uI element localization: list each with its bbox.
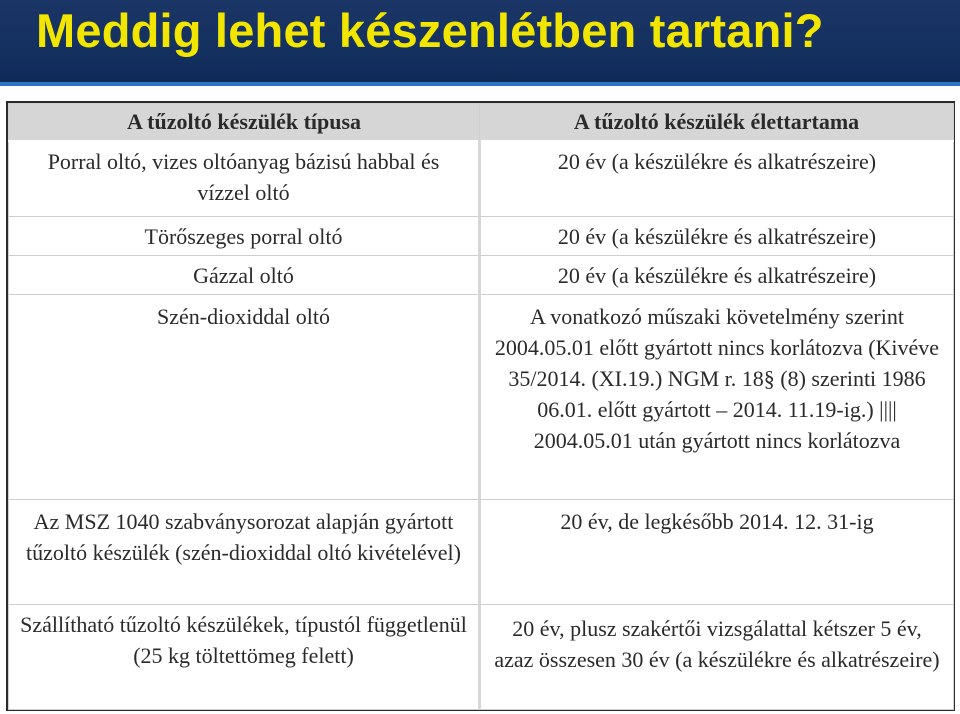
lifetime-cell	[480, 256, 954, 295]
lifetime-cell	[480, 500, 954, 605]
lifetime-cell	[480, 605, 954, 710]
table-row	[9, 295, 954, 500]
type-text: Törőszeges porral oltó	[144, 223, 343, 249]
type-cell	[9, 295, 480, 500]
type-text: Szén-dioxiddal oltó	[157, 304, 330, 329]
table-row	[9, 217, 954, 256]
slide-title: Meddig lehet készenlétben tartani?	[36, 4, 824, 57]
type-text: Porral oltó, vizes oltóanyag bázisú habbal és vízzel oltó	[47, 149, 440, 205]
title-accent-line	[0, 82, 960, 86]
lifetime-cell	[480, 217, 954, 256]
table-row	[9, 500, 954, 605]
table-row	[9, 256, 954, 295]
type-cell	[9, 256, 480, 295]
lifetime-text: 20 év (a készülékre és alkatrészeire)	[557, 223, 877, 249]
table-row	[9, 141, 954, 217]
type-cell	[9, 605, 480, 710]
type-text: Az MSZ 1040 szabványsorozat alapján gyártott tűzoltó készülék (szén-dioxiddal oltó kivételével)	[26, 509, 461, 565]
lifetime-cell	[480, 295, 954, 500]
type-cell	[9, 500, 480, 605]
type-cell	[9, 217, 480, 256]
lifetime-text: 20 év, plusz szakértői vizsgálattal kétszer 5 év, azaz összesen 30 év (a készülékre és alkatrészeire)	[494, 616, 940, 672]
type-text: Szállítható tűzoltó készülékek, típustól függetlenül (25 kg töltettömeg felett)	[20, 612, 467, 668]
lifetime-text: 20 év (a készülékre és alkatrészeire)	[557, 149, 877, 174]
table-row	[9, 605, 954, 710]
type-text: Gázzal oltó	[193, 262, 294, 288]
header-type: A tűzoltó készülék típusa	[9, 104, 480, 142]
lifetime-text: 20 év (a készülékre és alkatrészeire)	[557, 262, 877, 288]
lifetime-text: 20 év, de legkésőbb 2014. 12. 31-ig	[560, 509, 874, 534]
lifetime-text: A vonatkozó műszaki követelmény szerint 2004.05.01 előtt gyártott nincs korlátozva (Kivéve 35/2014. (XI.19.) NGM r. 18§ (8) szerinti 1986 06.01. előtt gyártott – 2014. 11.19-ig.) |||| 2004.05.01 után gyártott nincs korlátozva	[494, 304, 940, 453]
lifetime-cell	[480, 141, 954, 217]
header-lifetime: A tűzoltó készülék élettartama	[480, 104, 954, 142]
title-bar	[0, 0, 960, 86]
table	[8, 103, 954, 710]
table-header-row	[9, 104, 954, 142]
extinguisher-lifetime-table	[6, 101, 955, 711]
type-cell	[9, 141, 480, 217]
